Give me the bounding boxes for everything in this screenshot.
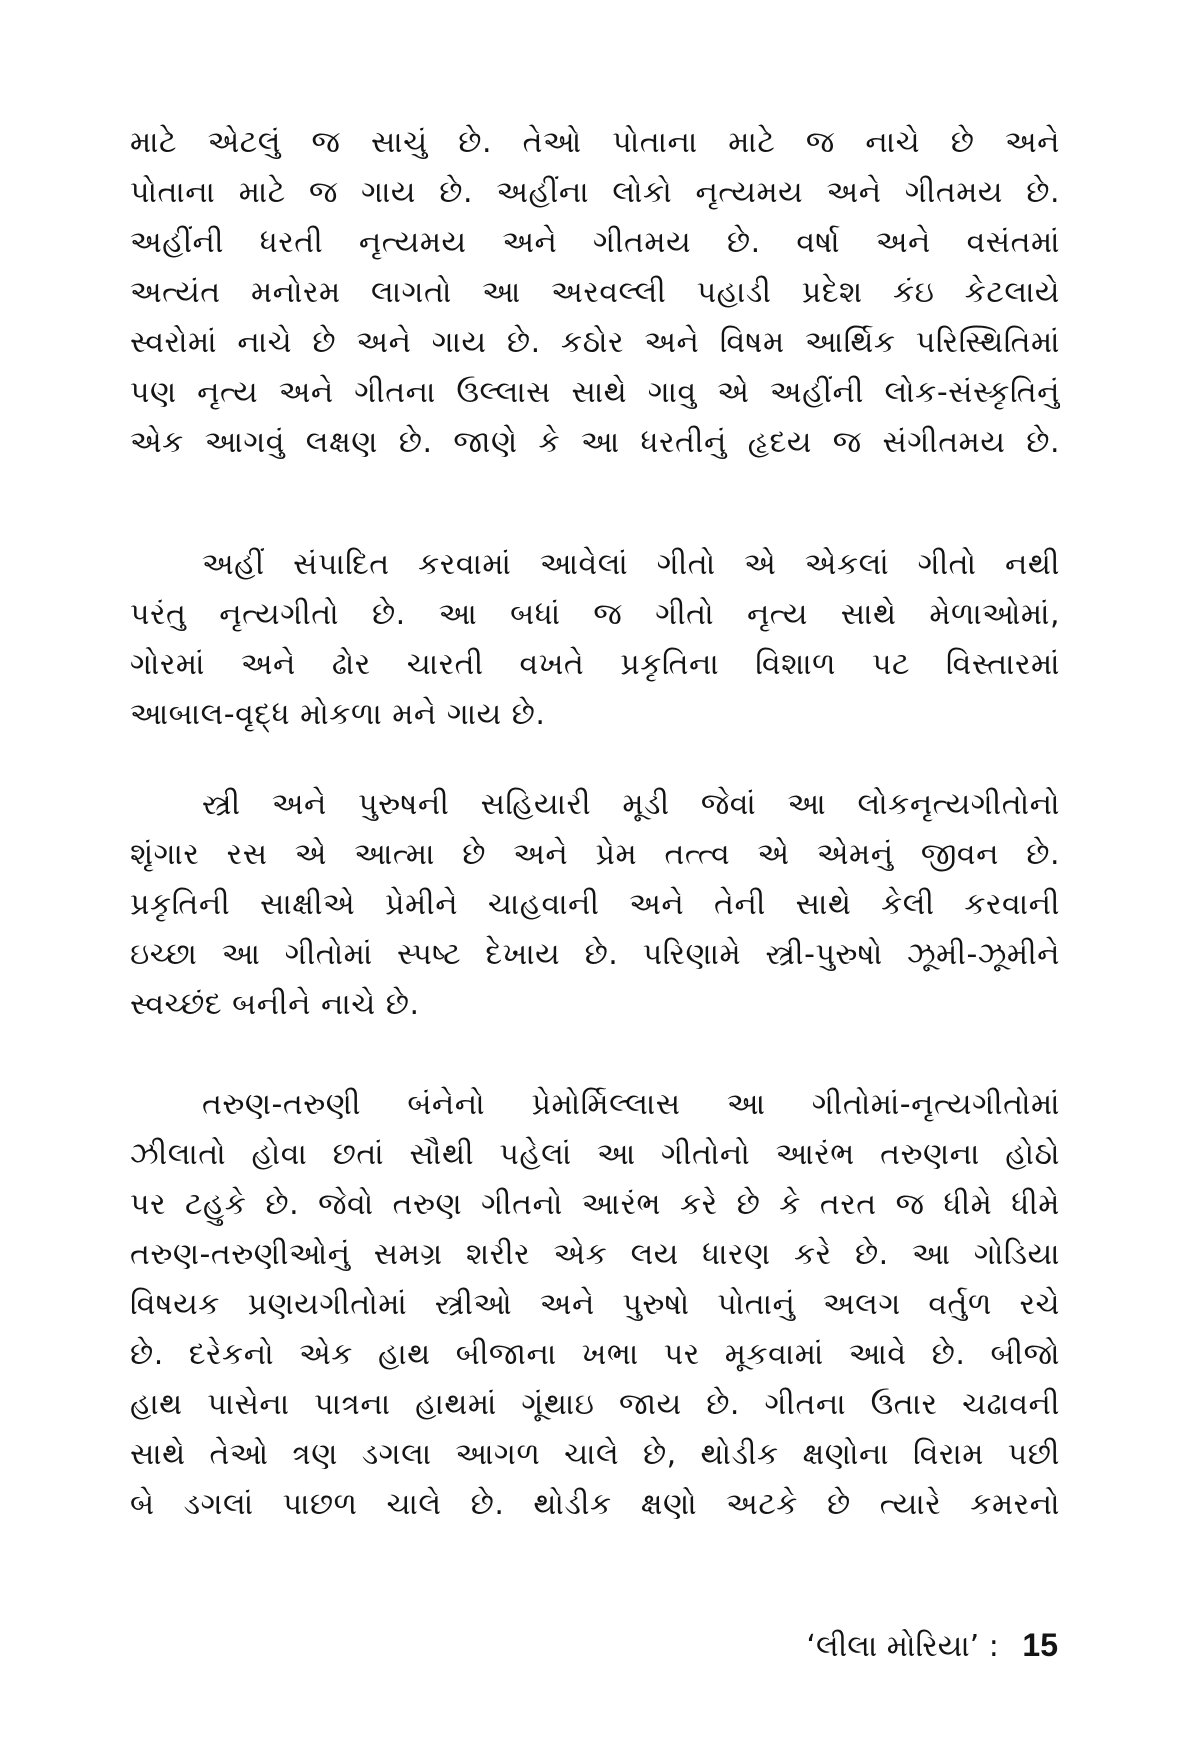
text-line: અત્યંત મનોરમ લાગતો આ અરવલ્લી પહાડી પ્રદેશ કંઇ કેટલાયે bbox=[130, 275, 1060, 310]
text-line: તરુણ-તરુણીઓનું સમગ્ર શરીર એક લય ધારણ કરે છે. આ ગોડિયા bbox=[130, 1237, 1060, 1272]
text-line: સ્ત્રી અને પુરુષની સહિયારી મૂડી જેવાં આ લોકનૃત્યગીતોનો bbox=[202, 787, 1060, 822]
text-line: અહીંની ધરતી નૃત્યમય અને ગીતમય છે. વર્ષા અને વસંતમાં bbox=[130, 225, 1060, 260]
text-line: સ્વરોમાં નાચે છે અને ગાય છે. કઠોર અને વિષમ આર્થિક પરિસ્થિતિમાં bbox=[130, 325, 1060, 360]
text-line: એક આગવું લક્ષણ છે. જાણે કે આ ધરતીનું હૃદય જ સંગીતમય છે. bbox=[130, 425, 1060, 460]
text-line: તરુણ-તરુણી બંનેનો પ્રેમોર્મિલ્લાસ આ ગીતોમાં-નૃત્યગીતોમાં bbox=[202, 1087, 1060, 1122]
text-line: અહીં સંપાદિત કરવામાં આવેલાં ગીતો એ એકલાં ગીતો નથી bbox=[202, 547, 1060, 582]
text-line: ઝીલાતો હોવા છતાં સૌથી પહેલાં આ ગીતોનો આરંભ તરુણના હોઠો bbox=[130, 1137, 1060, 1172]
text-line: ગોરમાં અને ઢોર ચારતી વખતે પ્રકૃતિના વિશાળ પટ વિસ્તારમાં bbox=[130, 647, 1060, 682]
text-line: શૃંગાર રસ એ આત્મા છે અને પ્રેમ તત્ત્વ એ એમનું જીવન છે. bbox=[130, 837, 1060, 872]
text-line: પણ નૃત્ય અને ગીતના ઉલ્લાસ સાથે ગાવુ એ અહીંની લોક-સંસ્કૃતિનું bbox=[130, 375, 1060, 410]
text-line: પોતાના માટે જ ગાય છે. અહીંના લોકો નૃત્યમય અને ગીતમય છે. bbox=[130, 175, 1060, 210]
text-line: સાથે તેઓ ત્રણ ડગલા આગળ ચાલે છે, થોડીક ક્ષણોના વિરામ પછી bbox=[130, 1437, 1060, 1472]
page-number: 15 bbox=[1022, 1627, 1058, 1663]
text-line: છે. દરેકનો એક હાથ બીજાના ખભા પર મૂકવામાં આવે છે. બીજો bbox=[130, 1337, 1060, 1372]
text-line: માટે એટલું જ સાચું છે. તેઓ પોતાના માટે જ નાચે છે અને bbox=[130, 125, 1060, 160]
text-line: આબાલ-વૃદ્ધ મોકળા મને ગાય છે. bbox=[130, 697, 546, 732]
text-line: પર ટહુકે છે. જેવો તરુણ ગીતનો આરંભ કરે છે કે તરત જ ધીમે ધીમે bbox=[130, 1187, 1060, 1222]
running-title: ‘લીલા મોરિયા’ : bbox=[806, 1629, 999, 1664]
text-line: ઇચ્છા આ ગીતોમાં સ્પષ્ટ દેખાય છે. પરિણામે સ્ત્રી-પુરુષો ઝૂમી-ઝૂમીને bbox=[130, 937, 1060, 972]
page-footer bbox=[806, 1625, 1058, 1667]
text-line: સ્વચ્છંદ બનીને નાચે છે. bbox=[130, 987, 420, 1022]
paragraph-3 bbox=[130, 780, 1060, 1030]
text-line: હાથ પાસેના પાત્રના હાથમાં ગૂંથાઇ જાય છે. ગીતના ઉતાર ચઢાવની bbox=[130, 1387, 1060, 1422]
text-line: વિષયક પ્રણયગીતોમાં સ્ત્રીઓ અને પુરુષો પોતાનું અલગ વર્તુળ રચે bbox=[130, 1287, 1060, 1322]
paragraph-1 bbox=[130, 118, 1060, 468]
paragraph-2 bbox=[130, 540, 1060, 740]
text-line: પ્રકૃતિની સાક્ષીએ પ્રેમીને ચાહવાની અને તેની સાથે કેલી કરવાની bbox=[130, 887, 1060, 922]
paragraph-4 bbox=[130, 1080, 1060, 1530]
text-line: બે ડગલાં પાછળ ચાલે છે. થોડીક ક્ષણો અટકે છે ત્યારે કમરનો bbox=[130, 1487, 1060, 1522]
text-line: પરંતુ નૃત્યગીતો છે. આ બધાં જ ગીતો નૃત્ય સાથે મેળાઓમાં, bbox=[130, 597, 1060, 632]
